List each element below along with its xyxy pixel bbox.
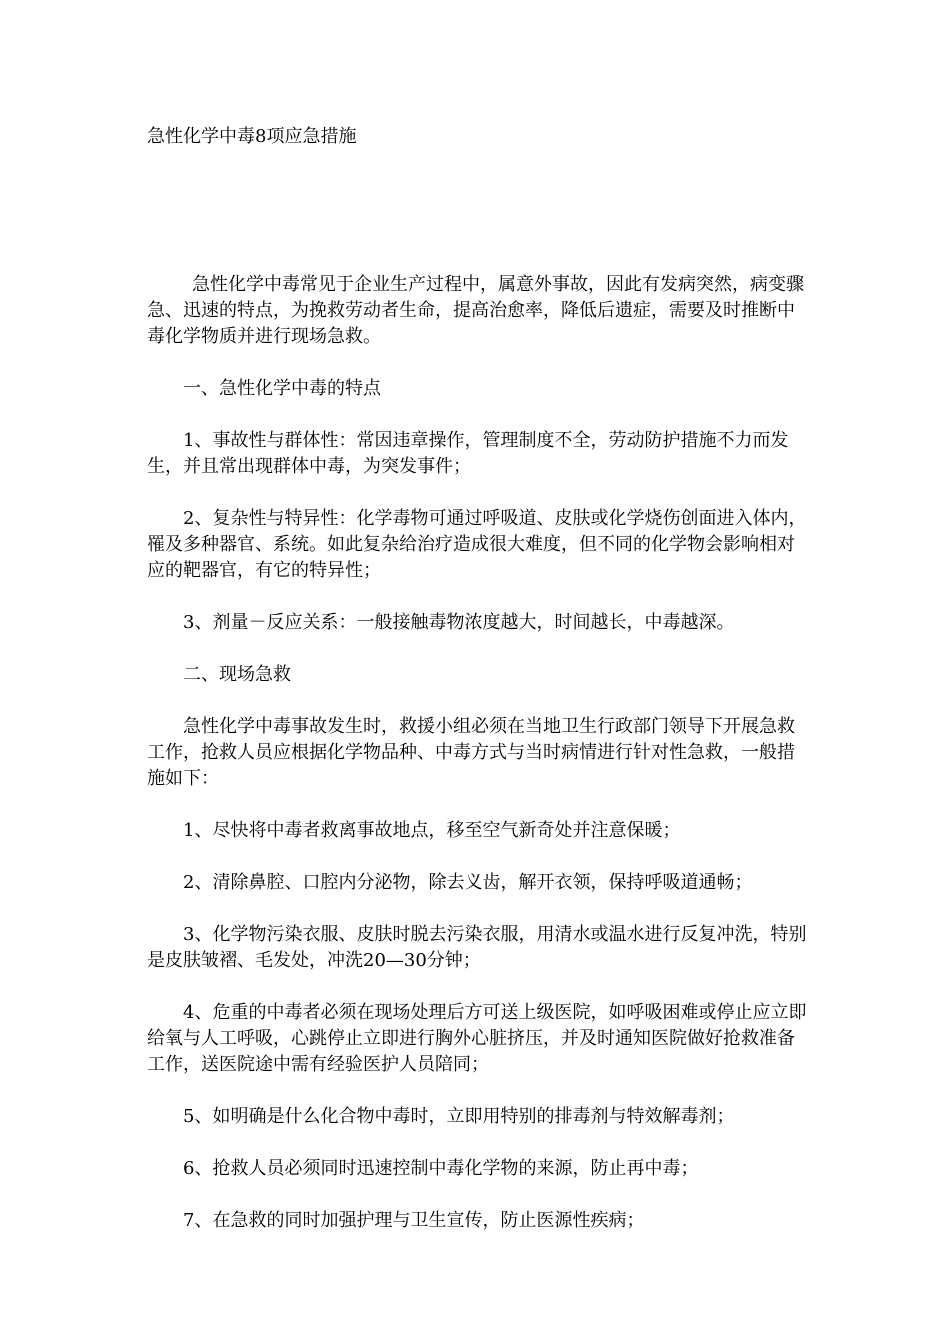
paragraph-characteristic-2: 2、复杂性与特异性：化学毒物可通过呼吸道、皮肤或化学烧伤创面进入体内，罹及多种器官、系统。如此复杂给治疗造成很大难度，但不同的化学物会影响相对应的靶器官，有它的特异性；: [147, 508, 807, 581]
intro-paragraph: 急性化学中毒常见于企业生产过程中，属意外事故，因此有发病突然，病变骤急、迅速的特点，为挽救劳动者生命，提高治愈率，降低后遗症，需要及时推断中毒化学物质并进行现场急救。: [147, 274, 804, 347]
paragraph-characteristic-1: 1、事故性与群体性：常因违章操作，管理制度不全，劳动防护措施不力而发生，并且常出现群体中毒，为突发事件；: [147, 430, 789, 477]
paragraph-measure-4: 4、危重的中毒者必须在现场处理后方可送上级医院，如呼吸困难或停止应立即给氧与人工呼吸，心跳停止立即进行胸外心脏挤压，并及时通知医院做好抢救准备工作，送医院途中需有经验医护人员陪同；: [147, 1002, 807, 1075]
paragraph-measure-2: 2、清除鼻腔、口腔内分泌物，除去义齿，解开衣领，保持呼吸道通畅；: [183, 872, 753, 893]
paragraph-first-aid-intro: 急性化学中毒事故发生时，救援小组必须在当地卫生行政部门领导下开展急救工作，抢救人员应根据化学物品种、中毒方式与当时病情进行针对性急救，一般措施如下：: [147, 716, 795, 789]
section-heading-characteristics: 一、急性化学中毒的特点: [183, 378, 381, 399]
paragraph-measure-5: 5、如明确是什么化合物中毒时，立即用特别的排毒剂与特效解毒剂；: [183, 1106, 735, 1127]
paragraph-measure-6: 6、抢救人员必须同时迅速控制中毒化学物的来源，防止再中毒；: [183, 1158, 699, 1179]
section-heading-first-aid: 二、现场急救: [183, 664, 291, 685]
paragraph-measure-1: 1、尽快将中毒者救离事故地点，移至空气新奇处并注意保暖；: [183, 820, 681, 841]
document-title: 急性化学中毒8项应急措施: [147, 126, 357, 147]
paragraph-measure-3: 3、化学物污染衣服、皮肤时脱去污染衣服，用清水或温水进行反复冲洗，特别是皮肤皱褶、毛发处，冲洗20—30分钟；: [147, 924, 807, 971]
paragraph-measure-7: 7、在急救的同时加强护理与卫生宣传，防止医源性疾病；: [183, 1210, 645, 1231]
document-body: [147, 272, 807, 1260]
paragraph-characteristic-3: 3、剂量－反应关系：一般接触毒物浓度越大，时间越长，中毒越深。: [183, 612, 735, 633]
